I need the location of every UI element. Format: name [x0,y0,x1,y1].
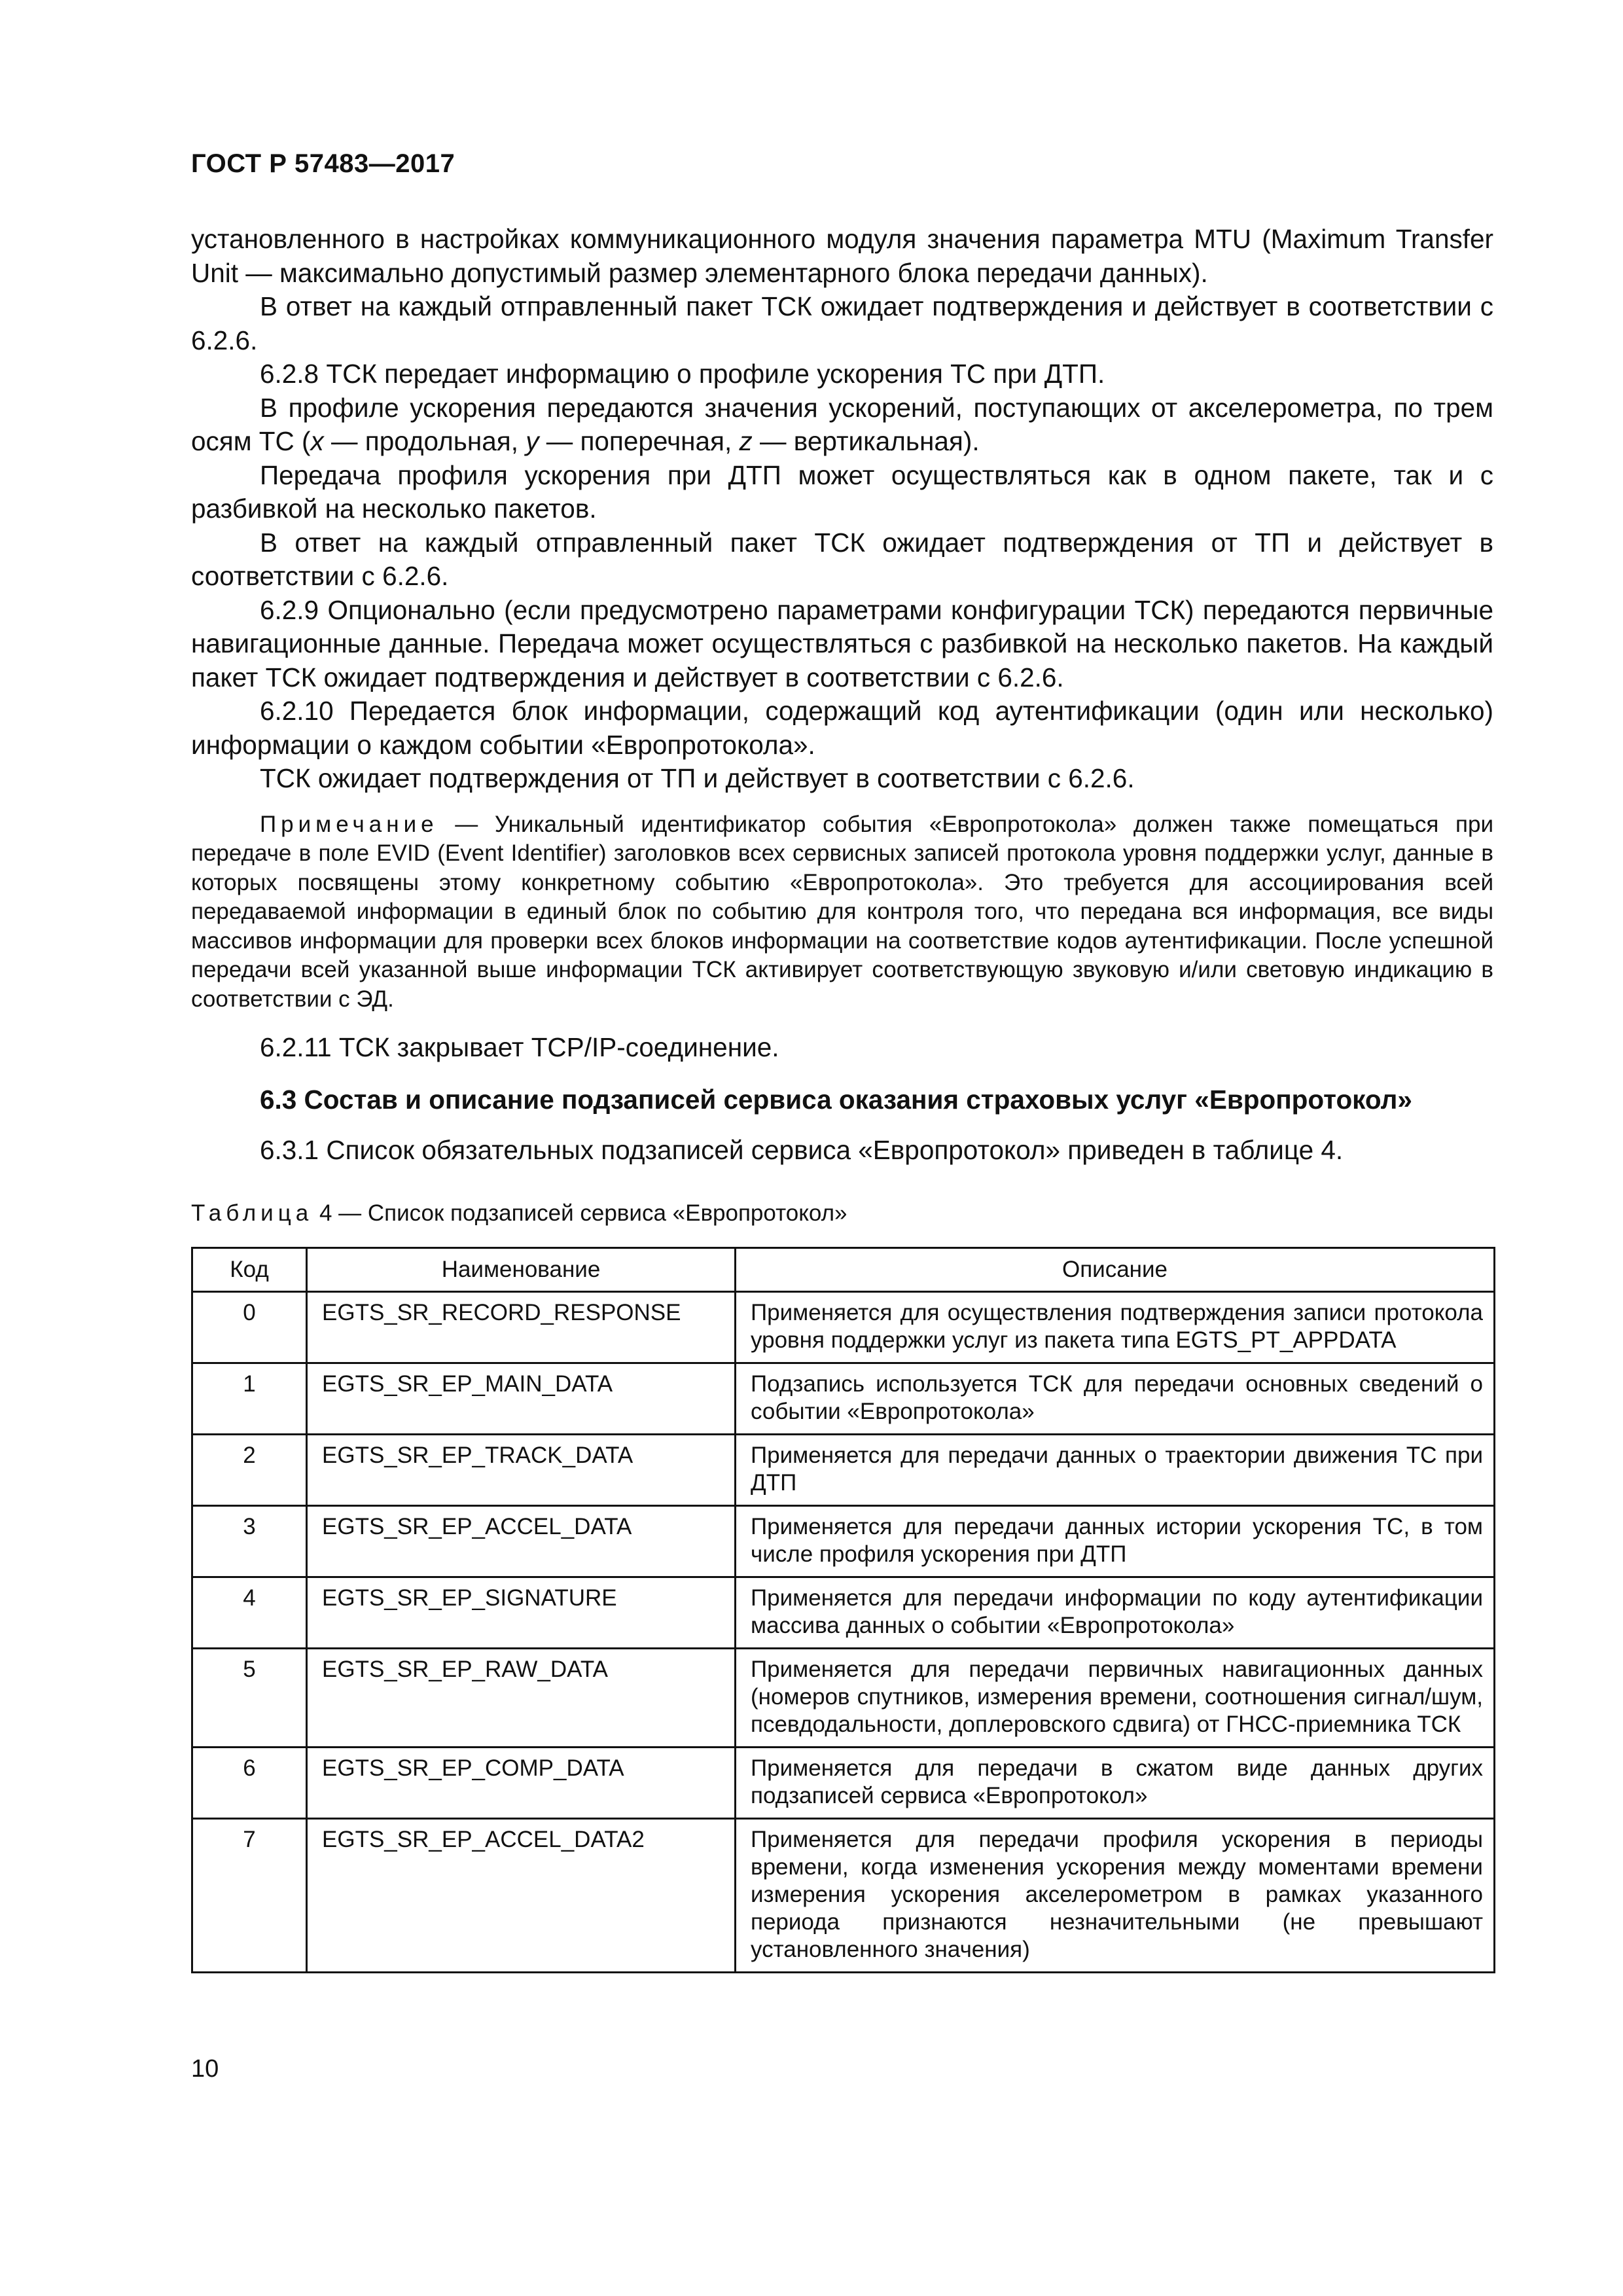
cell-code: 1 [192,1363,307,1435]
paragraph-6-2-8: 6.2.8 ТСК передает информацию о профиле ускорения ТС при ДТП. [260,359,1105,389]
cell-description: Применяется для передачи профиля ускорения в периоды времени, когда изменения ускорения между моментами времени измерения ускорения акселерометром в рамках указанного периода признаются незначительными (не превышают установленного значения) [736,1819,1495,1973]
cell-description: Применяется для передачи данных истории ускорения ТС, в том числе профиля ускорения при ДТП [736,1506,1495,1577]
header-description: Описание [736,1248,1495,1292]
axis-x: x [310,426,324,456]
paragraph-accel-transfer: Передача профиля ускорения при ДТП может осуществляться как в одном пакете, так и с разбивкой на несколько пакетов. [191,459,1493,524]
note-block [191,810,1493,1014]
subrecords-table [191,1247,1495,1973]
paragraph-response-1: В ответ на каждый отправленный пакет ТСК ожидает подтверждения и действует в соответствии с 6.2.6. [191,291,1493,355]
cell-code: 4 [192,1577,307,1649]
axes-text-a: В профиле ускорения передаются значения ускорений, поступающих от акселерометра, по трем осям ТС ( [191,392,1493,456]
paragraph-response-3: ТСК ожидает подтверждения от ТП и действует в соответствии с 6.2.6. [260,763,1135,793]
document-body [191,223,1493,1973]
table-row [192,1748,1495,1819]
header-name: Наименование [307,1248,736,1292]
axes-text-d: — вертикальная). [752,426,980,456]
axis-z: z [739,426,753,456]
cell-description: Применяется для передачи информации по коду аутентификации массива данных о событии «Европротокола» [736,1577,1495,1649]
note-text: — Уникальный идентификатор события «Европротокола» должен также помещаться при передаче в поле EVID (Event Identifier) заголовков всех сервисных записей протокола уровня поддержки услуг, данные в которых посвящены этому конкретному событию «Европротокола». Это требуется для ассоциирования всей передаваемой информации в единый блок по событию для контроля того, что передана вся информация, все виды массивов информации для проверки всех блоков информации на соответствие кодов аутентификации. После успешной передачи всей указанной выше информации ТСК активирует соответствующую звуковую и/или световую индикацию в соответствии с ЭД. [191,811,1493,1012]
table-row [192,1649,1495,1748]
cell-name: EGTS_SR_RECORD_RESPONSE [307,1292,736,1363]
section-heading-6-3: 6.3 Состав и описание подзаписей сервиса оказания страховых услуг «Европротокол» [260,1084,1412,1115]
paragraph-response-2: В ответ на каждый отправленный пакет ТСК ожидает подтверждения от ТП и действует в соответствии с 6.2.6. [191,527,1493,591]
table-row [192,1506,1495,1577]
axes-text-c: — поперечная, [539,426,740,456]
cell-description: Подзапись используется ТСК для передачи основных сведений о событии «Европротокола» [736,1363,1495,1435]
table-header-row [192,1248,1495,1292]
cell-description: Применяется для передачи данных о траектории движения ТС при ДТП [736,1435,1495,1506]
paragraph-6-2-11: 6.2.11 ТСК закрывает TCP/IP-соединение. [260,1032,779,1062]
cell-description: Применяется для передачи в сжатом виде данных других подзаписей сервиса «Европротокол» [736,1748,1495,1819]
cell-name: EGTS_SR_EP_ACCEL_DATA [307,1506,736,1577]
table-row [192,1577,1495,1649]
table-caption-label: Таблица [191,1200,313,1226]
table-row [192,1363,1495,1435]
table-row [192,1292,1495,1363]
paragraph-6-2-9: 6.2.9 Опционально (если предусмотрено параметрами конфигурации ТСК) передаются первичные навигационные данные. Передача может осуществляться с разбивкой на несколько пакетов. На каждый пакет ТСК ожидает подтверждения и действует в соответствии с 6.2.6. [191,594,1493,692]
cell-name: EGTS_SR_EP_COMP_DATA [307,1748,736,1819]
table-caption-text: 4 — Список подзаписей сервиса «Европротокол» [313,1200,847,1226]
cell-name: EGTS_SR_EP_RAW_DATA [307,1649,736,1748]
paragraph-6-2-10: 6.2.10 Передается блок информации, содержащий код аутентификации (один или несколько) информации о каждом событии «Европротокола». [191,696,1493,760]
paragraph-6-3-1: 6.3.1 Список обязательных подзаписей сервиса «Европротокол» приведен в таблице 4. [260,1135,1344,1165]
axis-y: y [526,426,539,456]
page-number: 10 [191,2055,219,2083]
cell-description: Применяется для передачи первичных навигационных данных (номеров спутников, измерения времени, соотношения сигнал/шум, псевдодальности, доплеровского сдвига) от ГНСС-приемника ТСК [736,1649,1495,1748]
axes-text-b: — продольная, [323,426,526,456]
table-row [192,1819,1495,1973]
table-row [192,1435,1495,1506]
document-header: ГОСТ Р 57483—2017 [191,149,455,178]
paragraph-accel-axes [191,391,1493,459]
cell-code: 5 [192,1649,307,1748]
cell-name: EGTS_SR_EP_SIGNATURE [307,1577,736,1649]
cell-name: EGTS_SR_EP_MAIN_DATA [307,1363,736,1435]
note-label: Примечание [260,811,438,837]
cell-code: 3 [192,1506,307,1577]
paragraph-mtu: установленного в настройках коммуникационного модуля значения параметра MTU (Maximum Transfer Unit — максимально допустимый размер элементарного блока передачи данных). [191,224,1493,288]
cell-code: 2 [192,1435,307,1506]
cell-description: Применяется для осуществления подтверждения записи протокола уровня поддержки услуг из пакета типа EGTS_PT_APPDATA [736,1292,1495,1363]
cell-code: 6 [192,1748,307,1819]
cell-name: EGTS_SR_EP_TRACK_DATA [307,1435,736,1506]
cell-name: EGTS_SR_EP_ACCEL_DATA2 [307,1819,736,1973]
header-code: Код [192,1248,307,1292]
cell-code: 0 [192,1292,307,1363]
cell-code: 7 [192,1819,307,1973]
table-caption [191,1196,1493,1230]
